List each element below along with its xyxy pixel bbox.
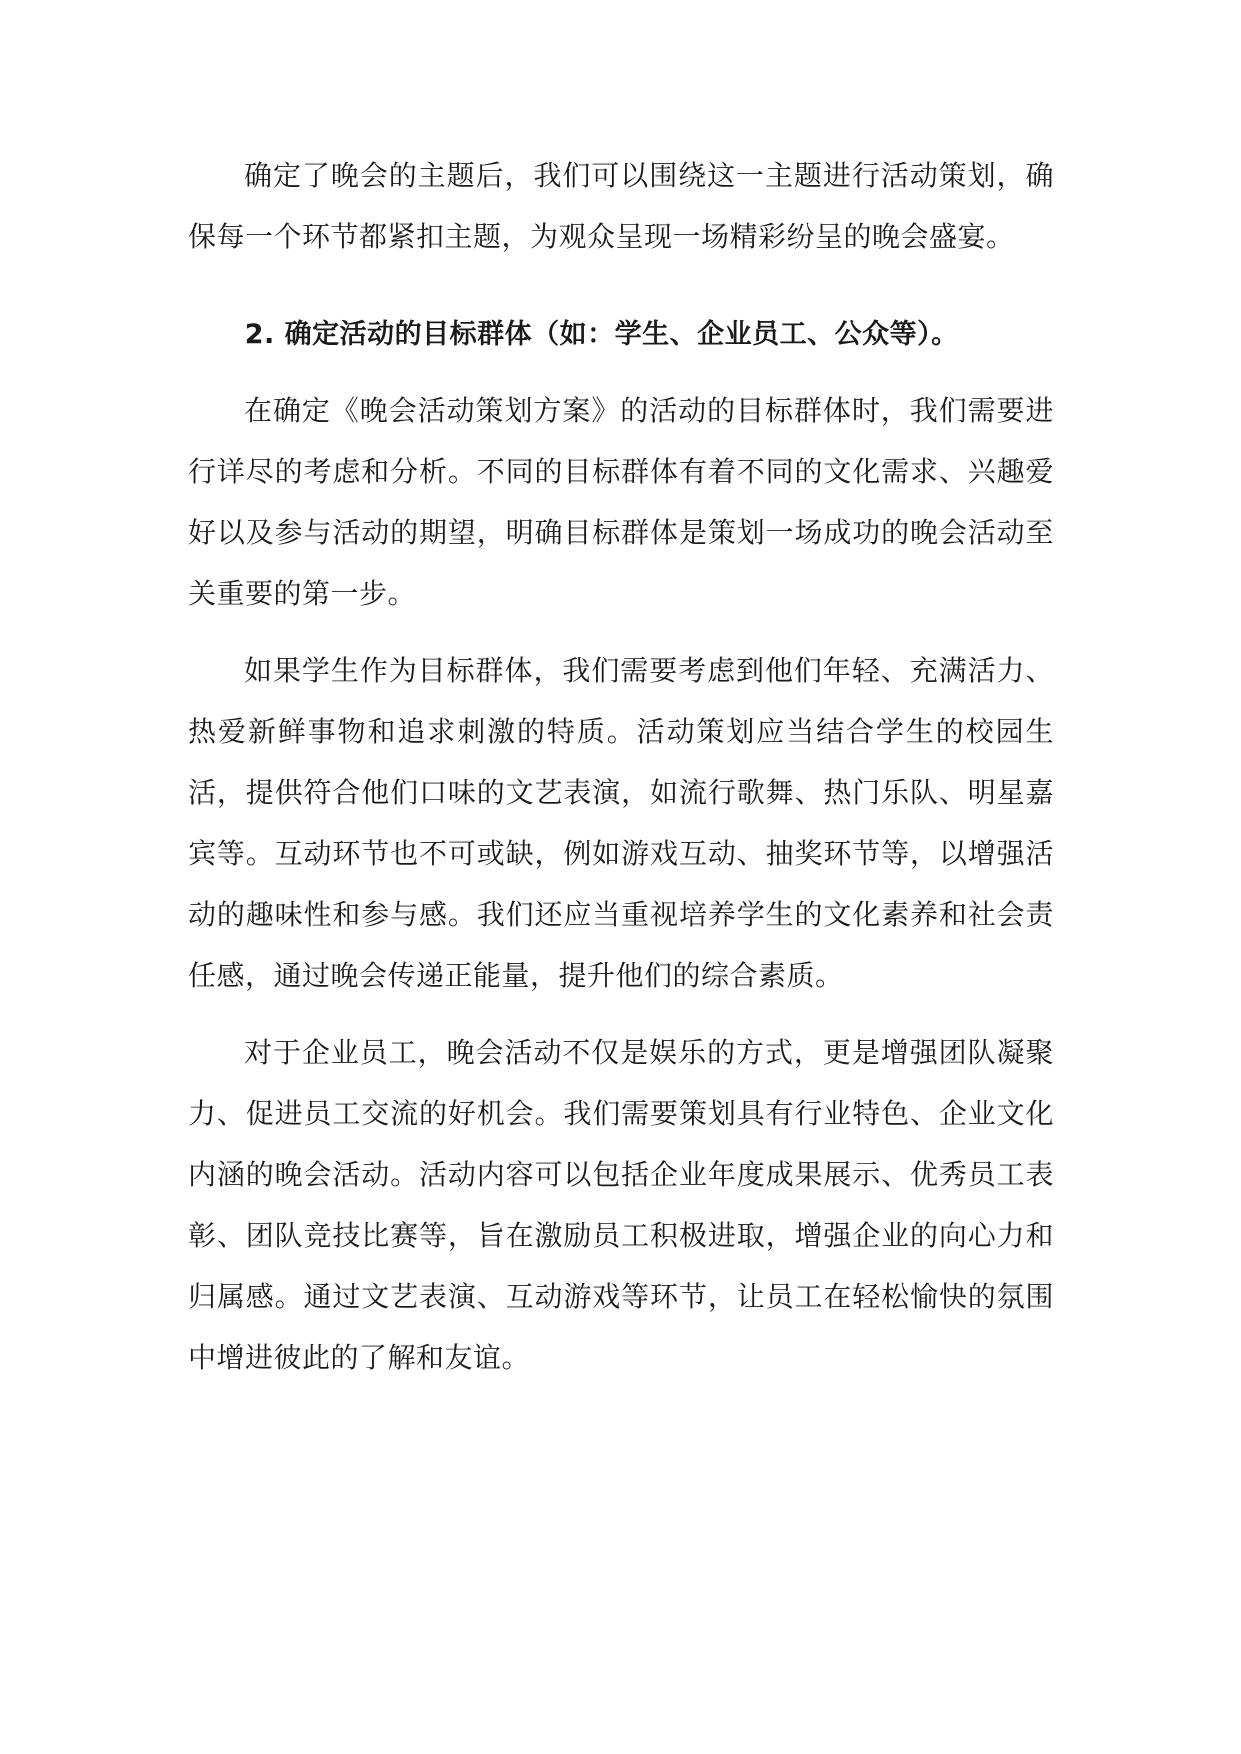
paragraph-employees: 对于企业员工，晚会活动不仅是娱乐的方式，更是增强团队凝聚力、促进员工交流的好机会。我们需要策划具有行业特色、企业文化内涵的晚会活动。活动内容可以包括企业年度成果展示、优秀员工表彰、团队竞技比赛等，旨在激励员工积极进取，增强企业的向心力和归属感。通过文艺表演、互动游戏等环节，让员工在轻松愉快的氛围中增进彼此的了解和友谊。	[188, 1036, 1054, 1374]
document-body	[188, 145, 1054, 1404]
paragraph-students: 如果学生作为目标群体，我们需要考虑到他们年轻、充满活力、热爱新鲜事物和追求刺激的特质。活动策划应当结合学生的校园生活，提供符合他们口味的文艺表演，如流行歌舞、热门乐队、明星嘉宾等。互动环节也不可或缺，例如游戏互动、抽奖环节等，以增强活动的趣味性和参与感。我们还应当重视培养学生的文化素养和社会责任感，通过晚会传递正能量，提升他们的综合素质。	[188, 654, 1054, 992]
paragraph-target-analysis: 在确定《晚会活动策划方案》的活动的目标群体时，我们需要进行详尽的考虑和分析。不同的目标群体有着不同的文化需求、兴趣爱好以及参与活动的期望，明确目标群体是策划一场成功的晚会活动至关重要的第一步。	[188, 394, 1054, 610]
section-heading: 2. 确定活动的目标群体（如：学生、企业员工、公众等）。	[244, 319, 959, 350]
intro-paragraph: 确定了晚会的主题后，我们可以围绕这一主题进行活动策划，确保每一个环节都紧扣主题，为观众呈现一场精彩纷呈的晚会盛宴。	[188, 159, 1054, 253]
